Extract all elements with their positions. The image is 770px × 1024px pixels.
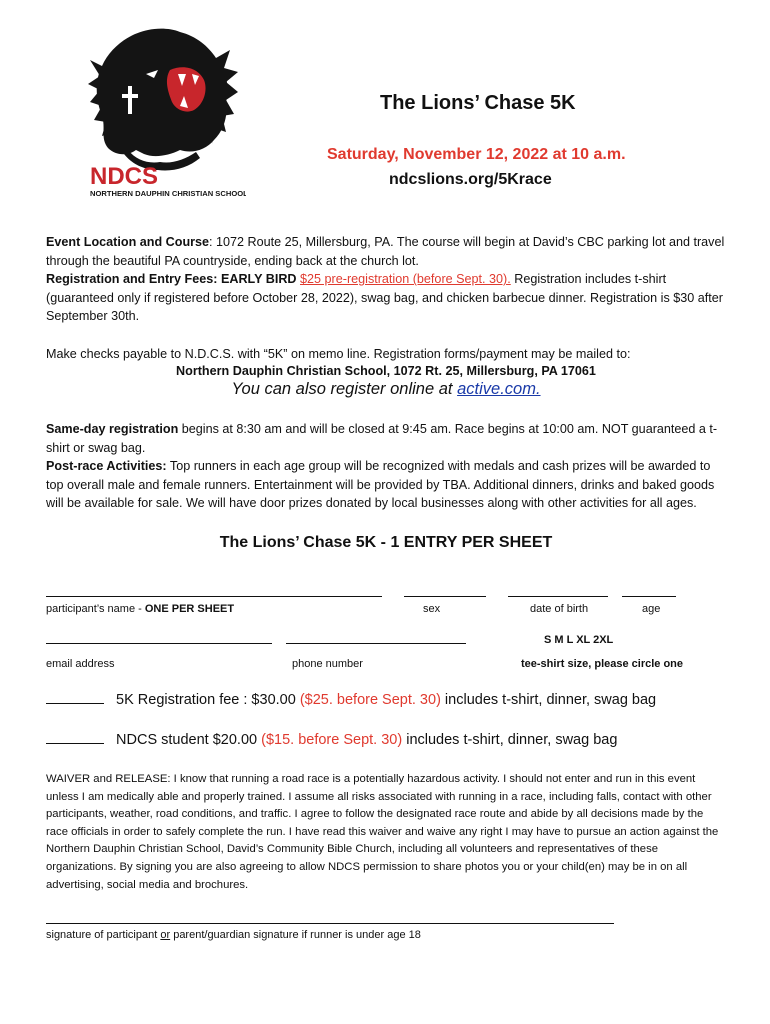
participant-prefix: participant’s name - bbox=[46, 603, 145, 615]
signature-suffix: parent/guardian signature if runner is under age 18 bbox=[170, 929, 421, 941]
location-registration-block bbox=[46, 233, 726, 326]
fee-student-prefix: NDCS student $20.00 bbox=[112, 732, 262, 748]
fee-5k-suffix: includes t-shirt, dinner, swag bag bbox=[440, 692, 657, 708]
fee-ndcs-student bbox=[46, 731, 617, 748]
waiver-text: WAIVER and RELEASE: I know that running a road race is a potentially hazardous activity. I should not enter and run in this event unless I am medically able and properly trained. I assume all risks associated with running in a race, including falls, contact with other participants, weather, road conditions, and traffic. I agree to follow the designated race route and abide by all decisions made by the race officials in order to safely complete the run. I have read this waiver and waive any right I may have to pursue an action against the Northern Dauphin Christian School, David’s Community Bible Church, including all volunteers and representatives of these organizations. By signing you are also agreeing to allow NDCS permission to share photos you or your child(en) may be in on all advertising, social media and brochures. bbox=[46, 773, 719, 891]
fee-student-early: ($15. before Sept. 30) bbox=[261, 732, 403, 748]
participant-name-label bbox=[46, 603, 234, 615]
same-day-paragraph bbox=[46, 422, 717, 455]
online-registration bbox=[46, 380, 726, 399]
lion-head-icon bbox=[88, 29, 238, 171]
registration-paragraph bbox=[46, 272, 723, 323]
ndcs-lion-logo bbox=[88, 24, 246, 199]
age-label: age bbox=[642, 603, 661, 615]
registration-text: Registration includes t-shirt (guaranteed only if registered before October 28, 2022), swag bag, and chicken barbecue dinner. Registration is $30 after September 30th. bbox=[46, 272, 723, 324]
entry-title: The Lions’ Chase 5K - 1 ENTRY PER SHEET bbox=[219, 534, 553, 551]
same-day-text: begins at 8:30 am and will be closed at 9:45 am. Race begins at 10:00 am. NOT guaranteed a t-shirt or swag bag. bbox=[46, 422, 718, 455]
logo-text: NDCS bbox=[90, 163, 159, 190]
mailing-address: Northern Dauphin Christian School, 1072 Rt. 25, Millersburg, PA 17061 bbox=[176, 364, 596, 378]
fee-5k-checkbox-line[interactable] bbox=[46, 691, 104, 704]
event-title: The Lions’ Chase 5K bbox=[380, 92, 576, 114]
event-website: ndcslions.org/5Krace bbox=[389, 171, 552, 188]
same-day-label: Same-day registration bbox=[46, 422, 179, 436]
online-prefix: You can also register online at bbox=[231, 380, 458, 398]
signature-label bbox=[46, 929, 421, 941]
sex-label: sex bbox=[423, 603, 441, 615]
shirt-size-options[interactable]: S M L XL 2XL bbox=[544, 634, 614, 646]
post-race-text: Top runners in each age group will be recognized with medals and cash prizes will be awarded to top overall male and female runners. Entertainment will be provided by TBA. Additional dinners, drinks and baked goods will be available for sale. We will have door prizes donated by local businesses along with other activities for all ages. bbox=[46, 459, 715, 511]
participant-name-field[interactable] bbox=[46, 596, 382, 597]
post-race-label: Post-race Activities: bbox=[46, 459, 167, 474]
fee-5k-early: ($25. before Sept. 30) bbox=[299, 692, 441, 708]
dob-field[interactable] bbox=[508, 596, 608, 597]
phone-field[interactable] bbox=[286, 643, 466, 644]
post-race-paragraph bbox=[46, 459, 714, 510]
email-field[interactable] bbox=[46, 643, 272, 644]
age-field[interactable] bbox=[622, 596, 676, 597]
fee-student-checkbox-line[interactable] bbox=[46, 731, 104, 744]
fee-student-suffix: includes t-shirt, dinner, swag bag bbox=[402, 732, 618, 748]
dob-label: date of birth bbox=[530, 603, 589, 615]
signature-prefix: signature of participant bbox=[46, 929, 161, 941]
participant-bold: ONE PER SHEET bbox=[144, 603, 235, 615]
signature-field[interactable] bbox=[46, 923, 614, 924]
location-label: Event Location and Course bbox=[46, 235, 210, 249]
shirt-size-label: tee-shirt size, please circle one bbox=[521, 658, 684, 670]
sex-field[interactable] bbox=[404, 596, 486, 597]
signature-or: or bbox=[160, 929, 171, 941]
fee-5k-prefix: 5K Registration fee : $30.00 bbox=[112, 692, 300, 708]
event-date: Saturday, November 12, 2022 at 10 a.m. bbox=[327, 146, 626, 163]
registration-label: Registration and Entry Fees: EARLY BIRD bbox=[46, 272, 297, 287]
early-bird-link[interactable]: $25 pre-registration (before Sept. 30). bbox=[300, 272, 511, 287]
location-paragraph bbox=[46, 235, 724, 268]
location-text: : 1072 Route 25, Millersburg, PA. The course will begin at David’s CBC parking lot and travel through the beautiful PA countryside, ending back at the church lot. bbox=[46, 235, 725, 268]
phone-label: phone number bbox=[292, 658, 363, 670]
same-day-block bbox=[46, 420, 726, 513]
checks-text: Make checks payable to N.D.C.S. with “5K” on memo line. Registration forms/payment may be mailed to: bbox=[46, 347, 631, 361]
active-com-link[interactable]: active.com. bbox=[457, 380, 541, 398]
logo-subtext: NORTHERN DAUPHIN CHRISTIAN SCHOOL bbox=[90, 189, 246, 198]
fee-5k-registration bbox=[46, 691, 656, 708]
email-label: email address bbox=[46, 658, 115, 670]
